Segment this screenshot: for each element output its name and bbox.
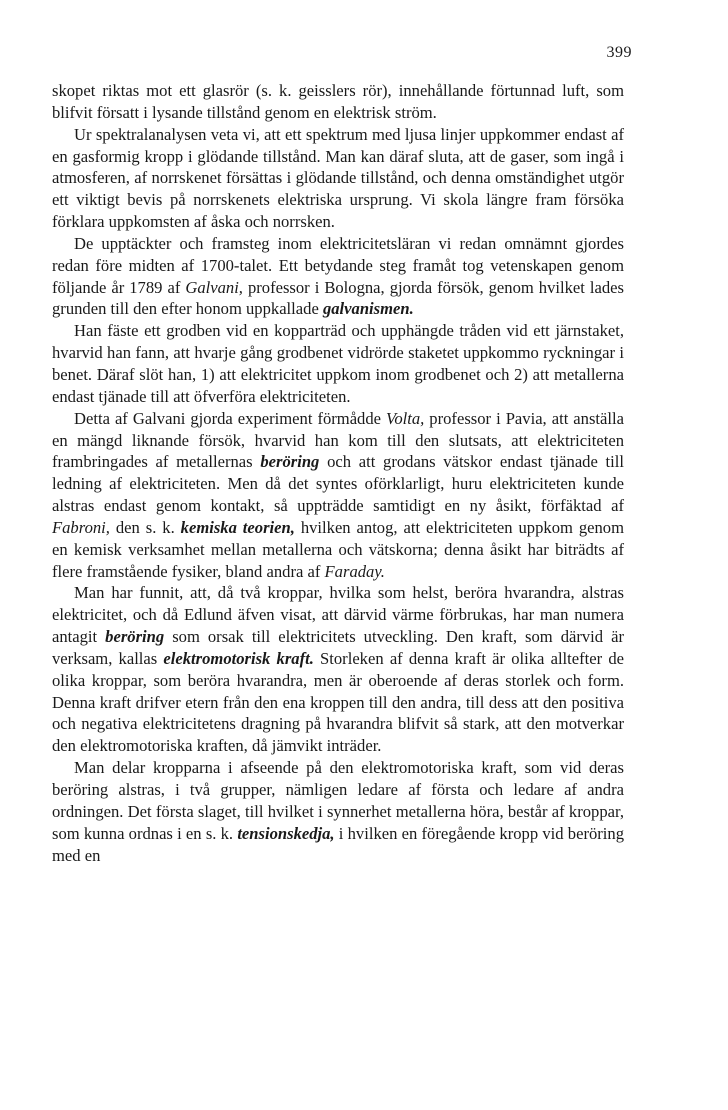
emphasized-term: beröring <box>105 627 165 647</box>
text-run: Detta af Galvani gjorda experiment förmådde <box>74 408 387 428</box>
text-run: Man delar kropparna i afseende på den elektromotoriska kraft, som vid deras beröring alstras, i två grupper, nämligen ledare af första och ledare af andra ordningen. Det första slaget, till hvilket i synnerhet metallerna höra, består af kroppar, som kunna ordnas i en s. k. <box>52 758 624 843</box>
text-run: som orsak till elektricitets utveckling. Den kraft, som därvid är verksam, kallas <box>52 627 624 668</box>
emphasized-term: galvanismen. <box>322 299 414 319</box>
text-run: den s. k. <box>109 517 181 537</box>
emphasized-term: tensionskedja, <box>237 823 335 843</box>
text-run: De upptäckter och framsteg inom elektricitetsläran vi redan omnämnt gjordes redan före midten af 1700-talet. Ett betydande steg framåt tog vetenskapen genom följande år 1789 af <box>52 233 624 297</box>
emphasized-term: Faraday. <box>324 561 385 581</box>
emphasized-term: beröring <box>260 452 320 472</box>
text-run: och att grodans vätskor endast tjänade till ledning af elektriciteten. Men då det syntes oförklarligt, huru elektriciteten kunde alstras endast genom kontakt, så uppträdde samtidigt en ny åsikt, förfäktad af <box>52 452 624 516</box>
emphasized-term: Fabroni, <box>52 517 110 537</box>
text-run: hvilken antog, att elektriciteten uppkom genom en kemisk verksamhet mellan metallerna och vätskorna; denna åsikt har biträdts af flere framstående fysiker, bland andra af <box>52 517 624 581</box>
text-run: Storleken af denna kraft är olika alltefter de olika kroppar, som beröra hvarandra, men är oberoende af deras storlek och form. Denna kraft drifver etern från den ena kroppen till den andra, till dess att den positiva och negativa elektricitetens dragning på hvarandra blifvit så stark, att den motverkar den elektromotoriska kraften, då jämvikt inträder. <box>52 648 624 756</box>
paragraph <box>52 320 624 407</box>
text-run: professor i Pavia, att anställa en mängd liknande försök, hvarvid han kom till den slutsats, att elektriciteten frambringades af metallernas <box>52 408 624 472</box>
page-number: 399 <box>606 44 632 61</box>
text-run: skopet riktas mot ett glasrör (s. k. geisslers rör), innehållande förtunnad luft, som blifvit försatt i lysande tillstånd genom en elektrisk ström. <box>52 81 624 122</box>
emphasized-term: elektromotorisk kraft. <box>163 648 314 668</box>
paragraph <box>52 757 624 866</box>
text-run: Ur spektralanalysen veta vi, att ett spektrum med ljusa linjer uppkommer endast af en gasformig kropp i glödande tillstånd. Man kan däraf sluta, att de gaser, som ingå i atmosferen, af norrskenet försättas i glödande tillstånd, och denna omständighet utgör ett viktigt bevis på norrskenets elektriska ursprung. Vi skola längre fram försöka förklara uppkomsten af åska och norrsken. <box>52 124 624 232</box>
text-run: Han fäste ett grodben vid en kopparträd och upphängde tråden vid ett järnstaket, hvarvid han fann, att hvarje gång grodbenet vidrörde staketet uppkommo ryckningar i benet. Däraf slöt han, 1) att elektricitet uppkom inom grodbenet och 2) att metallerna endast tjänade till att öfverföra elektriciteten. <box>52 321 624 406</box>
emphasized-term: Volta, <box>386 408 425 428</box>
body-text <box>52 80 624 866</box>
emphasized-term: Galvani, <box>185 277 243 297</box>
emphasized-term: kemiska teorien, <box>180 517 295 537</box>
paragraph <box>52 582 624 757</box>
text-run: i hvilken en föregående kropp vid beröring med en <box>52 823 624 865</box>
paragraph <box>52 80 624 124</box>
paragraph <box>52 124 624 233</box>
paragraph <box>52 408 624 583</box>
paragraph <box>52 233 624 320</box>
text-run: professor i Bologna, gjorda försök, genom hvilket lades grunden till den efter honom uppkallade <box>52 277 624 319</box>
text-run: Man har funnit, att, då två kroppar, hvilka som helst, beröra hvarandra, alstras elektricitet, och då Edlund äfven visat, att därvid värme förbrukas, har man numera antagit <box>52 583 624 647</box>
